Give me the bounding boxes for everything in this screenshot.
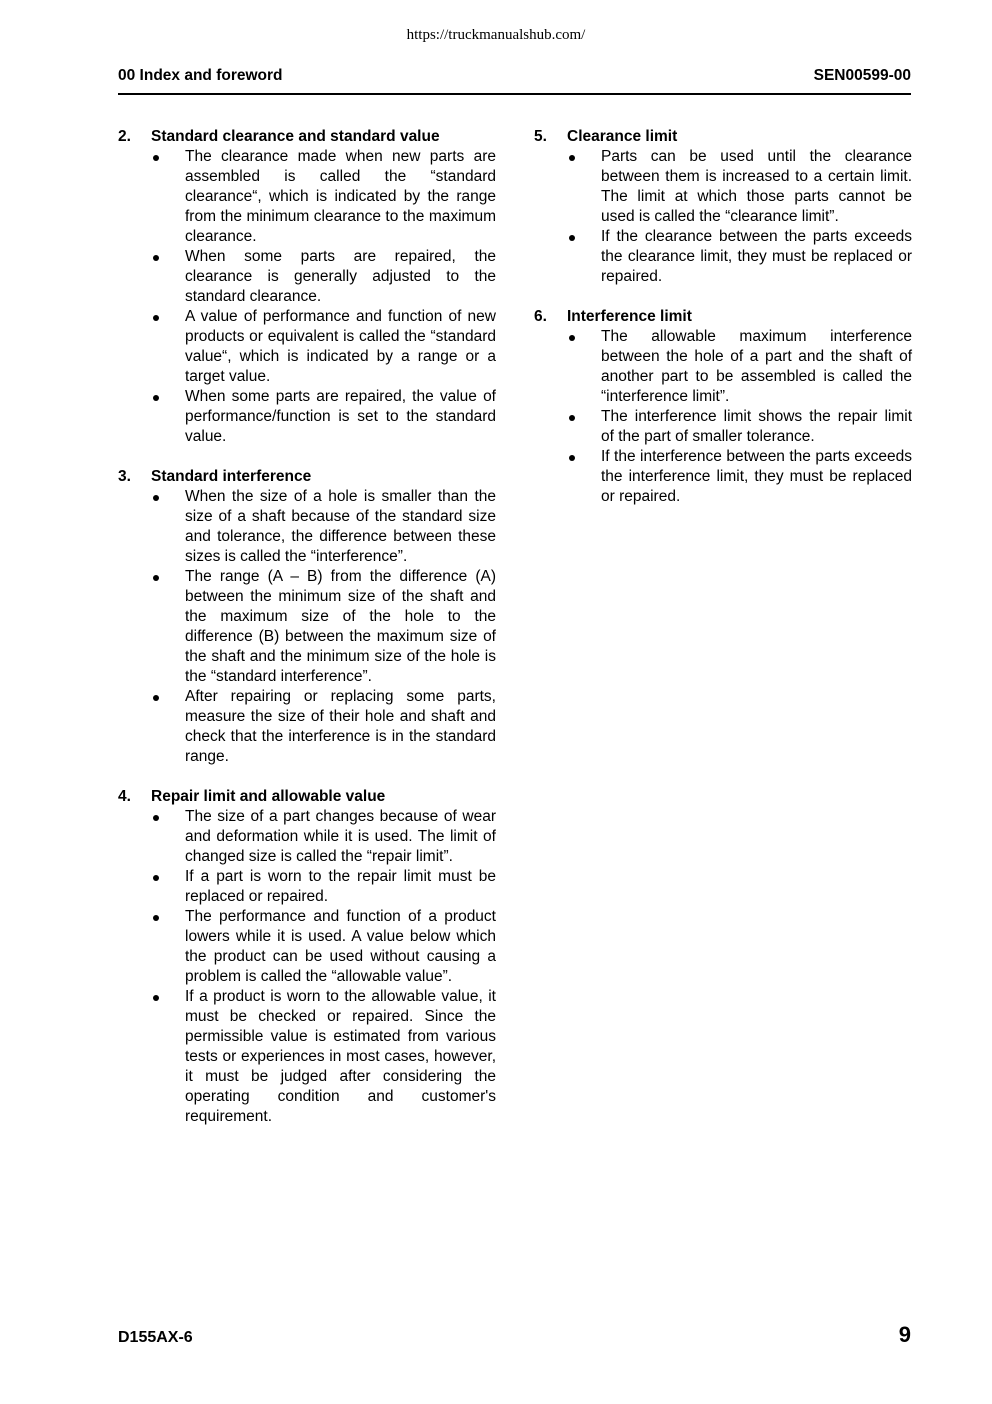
bullet-text: When some parts are repaired, the clearance is generally adjusted to the standard clearance. [185, 248, 496, 305]
document-code: SEN00599-00 [813, 67, 911, 84]
bullet-icon [118, 807, 185, 867]
bullet-text: When the size of a hole is smaller than the size of a shaft because of the standard size and tolerance, the difference between these sizes is called the “interference”. [185, 488, 496, 565]
list-item [118, 687, 496, 767]
section-6 [534, 307, 912, 507]
list-item [118, 567, 496, 687]
section-title: Standard interference [151, 468, 312, 485]
section-heading [118, 127, 496, 147]
bullet-text: When some parts are repaired, the value of performance/function is set to the standard value. [185, 388, 496, 445]
section-2 [118, 127, 496, 447]
bullet-icon [534, 327, 601, 407]
bullet-icon [534, 447, 601, 507]
section-heading [118, 787, 496, 807]
list-item [118, 987, 496, 1127]
bullet-text: The performance and function of a product lowers while it is used. A value below which the product can be used without causing a problem is called the “allowable value”. [185, 908, 496, 985]
bullet-text: If the clearance between the parts exceeds the clearance limit, they must be replaced or repaired. [601, 228, 912, 285]
left-column [118, 127, 496, 1147]
bullet-list [118, 147, 496, 447]
list-item [534, 407, 912, 447]
list-item [118, 487, 496, 567]
bullet-icon [118, 987, 185, 1127]
list-item [118, 867, 496, 907]
bullet-text: The allowable maximum interference between the hole of a part and the shaft of another part to be assembled is called the “interference limit”. [601, 328, 912, 405]
source-url[interactable]: https://truckmanualshub.com/ [406, 27, 586, 43]
bullet-text: The interference limit shows the repair limit of the part of smaller tolerance. [601, 408, 912, 445]
section-heading [534, 307, 912, 327]
bullet-list [118, 487, 496, 767]
bullet-text: If a product is worn to the allowable value, it must be checked or repaired. Since the permissible value is estimated from various tests or experiences in most cases, however, it must be judged after considering the operating condition and customer's requirement. [185, 988, 496, 1125]
section-title: Repair limit and allowable value [151, 788, 386, 805]
list-item [534, 447, 912, 507]
bullet-text: If a part is worn to the repair limit must be replaced or repaired. [185, 868, 496, 905]
bullet-text: After repairing or replacing some parts, measure the size of their hole and shaft and check that the interference is in the standard range. [185, 688, 496, 765]
bullet-icon [118, 867, 185, 907]
section-3 [118, 467, 496, 767]
list-item [118, 147, 496, 247]
list-item [118, 907, 496, 987]
section-header: 00 Index and foreword [118, 67, 283, 84]
bullet-icon [534, 407, 601, 447]
bullet-icon [118, 307, 185, 387]
page-number: 9 [898, 1322, 911, 1347]
section-title: Clearance limit [567, 128, 678, 145]
bullet-list [534, 327, 912, 507]
bullet-icon [118, 487, 185, 567]
section-title: Interference limit [567, 308, 692, 325]
list-item [534, 227, 912, 287]
bullet-icon [118, 567, 185, 687]
section-heading [118, 467, 496, 487]
bullet-text: The size of a part changes because of wear and deformation while it is used. The limit of changed size is called the “repair limit”. [185, 808, 496, 865]
section-number: 2. [118, 128, 131, 145]
bullet-text: The range (A – B) from the difference (A) between the minimum size of the shaft and the maximum size of the hole to the difference (B) between the maximum size of the shaft and the minimum size of the hole is the “standard interference”. [185, 568, 496, 685]
bullet-list [534, 147, 912, 287]
list-item [118, 387, 496, 447]
model-number: D155AX-6 [118, 1329, 193, 1346]
header-rule [118, 93, 911, 95]
bullet-icon [534, 147, 601, 227]
bullet-icon [534, 227, 601, 287]
bullet-icon [118, 147, 185, 247]
bullet-icon [118, 247, 185, 307]
bullet-icon [118, 387, 185, 447]
list-item [534, 327, 912, 407]
bullet-list [118, 807, 496, 1127]
bullet-text: If the interference between the parts exceeds the interference limit, they must be replaced or repaired. [601, 448, 912, 505]
bullet-icon [118, 907, 185, 987]
list-item [534, 147, 912, 227]
section-5 [534, 127, 912, 287]
section-title: Standard clearance and standard value [151, 128, 440, 145]
bullet-text: The clearance made when new parts are assembled is called the “standard clearance“, which is indicated by the range from the minimum clearance to the maximum clearance. [185, 148, 496, 245]
bullet-text: Parts can be used until the clearance between them is increased to a certain limit. The limit at which those parts cannot be used is called the “clearance limit”. [601, 148, 912, 225]
section-4 [118, 787, 496, 1127]
section-heading [534, 127, 912, 147]
list-item [118, 807, 496, 867]
section-number: 3. [118, 468, 131, 485]
right-column [534, 127, 912, 527]
list-item [118, 247, 496, 307]
bullet-icon [118, 687, 185, 767]
section-number: 4. [118, 788, 131, 805]
bullet-text: A value of performance and function of new products or equivalent is called the “standard value“, which is indicated by a range or a target value. [185, 308, 496, 385]
section-number: 6. [534, 308, 547, 325]
section-number: 5. [534, 128, 547, 145]
list-item [118, 307, 496, 387]
